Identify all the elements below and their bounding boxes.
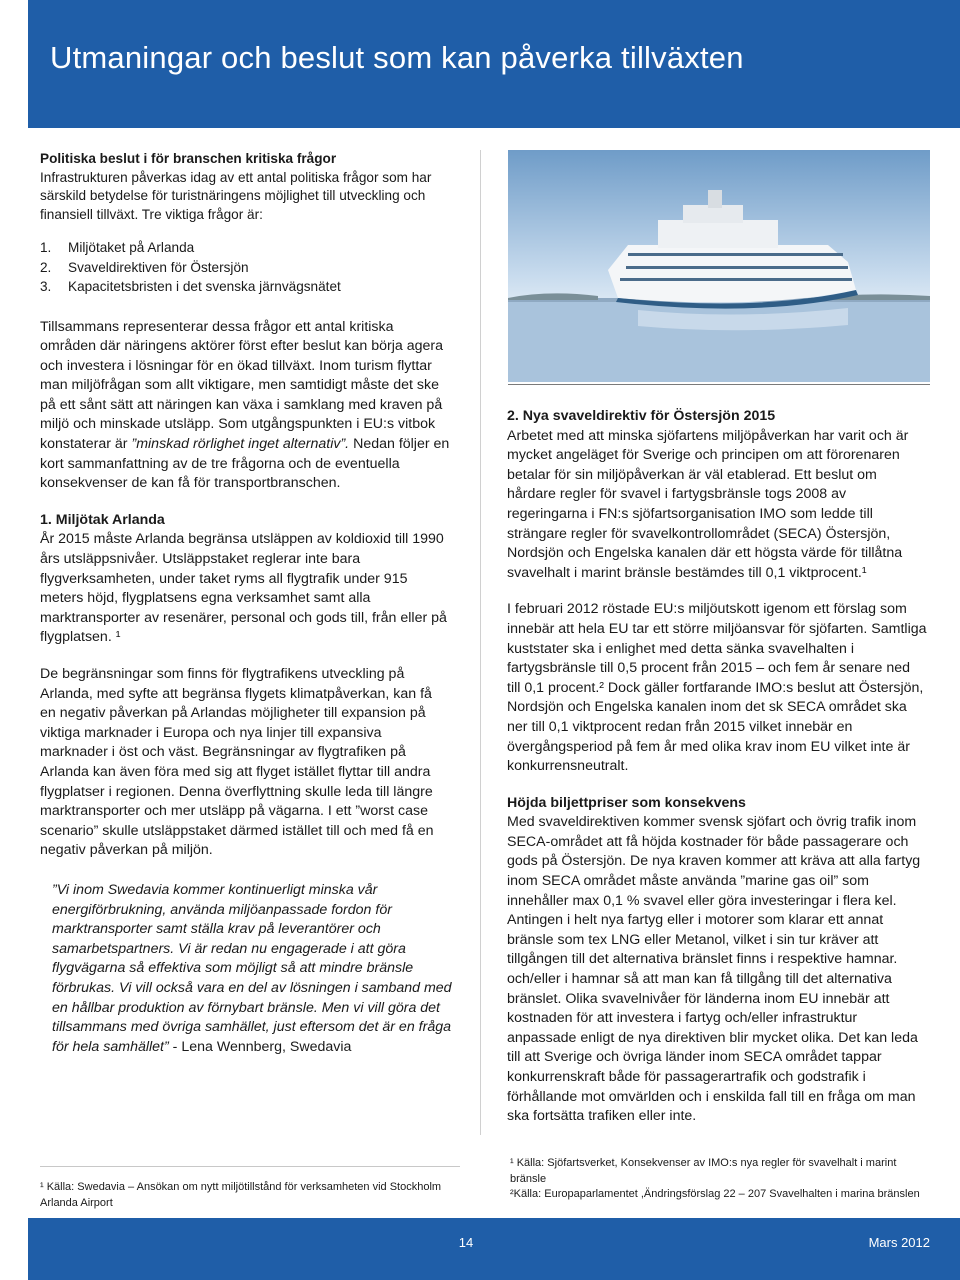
paragraph-sulphur: Arbetet med att minska sjöfartens miljöpåverkan har varit och är mycket angeläget för Sverige och principen om att förorenaren betalar för sin miljöpåverkan är väl etablerad. Ett beslut om hårdare regler för svavel i fartygsbränsle togs 2008 av regeringarna i FN:s sjöfartsorganisation IMO som ledde till strängare regler för svavelkontrollområdet (SECA) Östersjön, Nordsjön och Engelska kanalen där ett högsta värde för tillåtna svavelhalt i marint bränsle bestämdes till 0,1 viktprocent.¹ bbox=[507, 427, 909, 581]
quote-author: - Lena Wennberg, Swedavia bbox=[168, 1038, 352, 1055]
paragraph-eu-vote: I februari 2012 röstade EU:s miljöutskott igenom ett förslag som innebär att hela EU tar ett större miljöansvar för sjöfarten. Samtliga kuststater ska i enlighet med detta sänka svavelhalten i fartygsbränsle till 0,5 procent från 2015 – och fem år senare ned till 0,1 procent.² Dock gäller fortfarande IMO:s beslut att Östersjön, Nordsjön och Engelska kanalen inom det sk SECA området ska ner till 0,1 viktprocent redan från 2015 vilket innebär en övergångsperiod på fem år med olika krav inom EU vilket inte är konkurrensneutralt. bbox=[507, 601, 927, 775]
list-text: Miljötaket på Arlanda bbox=[68, 240, 195, 255]
key-issues-list bbox=[40, 238, 450, 297]
paragraph-limitations: De begränsningar som finns för flygtrafikens utveckling på Arlanda, med syfte att begränsa flygets klimatpåverkan, kan få en negativ påverkan på Arlandas möjligheter till expansion på viktiga marknader i Europa och nya linjer till expansiva marknader i öst och väst. Begränsningar av flygtrafiken på Arlanda kan även föra med sig att flyget istället flyttar till andra flygplatser i regionen. Denna överflyttning skulle leda till längre marktransporter och mer utsläpp på vägarna. I ett ”worst case scenario” skulle utsläppstaket därmed istället till och med få en negativ påverkan på miljön. bbox=[40, 666, 434, 859]
footnote-1: ¹ Källa: Sjöfartsverket, Konsekvenser av IMO:s nya regler för svavelhalt i marint bränsle bbox=[510, 1157, 897, 1185]
list-number: 3. bbox=[40, 279, 52, 294]
list-item bbox=[40, 277, 450, 297]
paragraph-arlanda: År 2015 måste Arlanda begränsa utsläppen av koldioxid till 1990 års utsläppsnivåer. Utsläppstaket reglerar inte bara flygverksamheten, under taket ryms all flygtrafik under 915 meters höjd, flygplatsens egna verksamhet samt alla marktransporter av resenärer, personal och gods till, från eller på flygplatsen. ¹ bbox=[40, 531, 447, 646]
footnote-rule bbox=[40, 1166, 460, 1167]
subheading-ticket-prices: Höjda biljettpriser som konsekvens bbox=[507, 794, 746, 811]
intro-heading: Politiska beslut i för branschen kritiska frågor bbox=[40, 151, 337, 166]
list-item bbox=[40, 238, 450, 258]
publication-date: Mars 2012 bbox=[868, 1235, 930, 1250]
list-text: Svaveldirektiven för Östersjön bbox=[68, 259, 249, 275]
right-column bbox=[507, 407, 927, 1127]
list-number: 2. bbox=[40, 259, 52, 275]
page-header bbox=[0, 0, 960, 128]
footnote-left: ¹ Källa: Swedavia – Ansökan om nytt miljötillstånd för verksamheten vid Stockholm Arlanda Airport bbox=[40, 1181, 442, 1209]
paragraph-text: Tillsammans representerar dessa frågor ett antal kritiska områden där näringens aktörer först efter beslut kan börja agera och investera i lösningar för en ökad tillväxt. Inom turism flyttar man miljöfrågan som allt viktigare, men samtidigt måste det ske på ett sånt sätt att näringen kan växa i samklang med kraven på miljö och minskade utsläpp. Som utgångspunkten i EU:s vitbok konstaterar är bbox=[40, 318, 443, 453]
photo-rule bbox=[508, 384, 930, 385]
paragraph-intro bbox=[40, 318, 450, 494]
section-heading-sulphur: 2. Nya svaveldirektiv för Östersjön 2015 bbox=[507, 408, 776, 424]
section-heading-arlanda: 1. Miljötak Arlanda bbox=[40, 511, 165, 528]
footnotes-right bbox=[510, 1156, 920, 1203]
footnote-2: ²Källa: Europaparlamentet ,Ändringsförslag 22 – 207 Svavelhalten i marina bränslen bbox=[510, 1188, 920, 1200]
paragraph-quote: ”minskad rörlighet inget alternativ”. bbox=[131, 436, 350, 453]
swedavia-quote bbox=[52, 881, 452, 1057]
list-text: Kapacitetsbristen i det svenska järnvägsnätet bbox=[68, 279, 341, 294]
list-number: 1. bbox=[40, 240, 52, 255]
page-title: Utmaningar och beslut som kan påverka tillväxten bbox=[50, 40, 744, 75]
column-divider bbox=[480, 150, 481, 1135]
left-column bbox=[40, 150, 450, 1057]
paragraph-text: Nedan följer en kort sammanfattning av de tre frågorna och de eventuella konsekvenser de kan få för transportbranschen. bbox=[40, 436, 450, 492]
quote-text: ”Vi inom Swedavia kommer kontinuerligt minska vår energiförbrukning, använda miljöanpassade fordon för marktransporter samt ställa krav på leverantörer och samarbetspartners. Vi är redan nu engagerade i att göra flygvägarna så effektiva som möjligt så att mindre bränsle förbrukas. Vi vill också vara en del av lösningen i samband med en hållbar produktion av förnybart bränsle. Men vi vill göra det tillsammans med övriga samhället, just eftersom det är en fråga för hela samhället” bbox=[52, 881, 452, 1055]
intro-text: Infrastrukturen påverkas idag av ett antal politiska frågor som har särskild betydelse för turistnäringens möjlighet till utveckling och finansiell tillväxt. Tre viktiga frågor är: bbox=[40, 169, 432, 222]
ferry-photo bbox=[508, 150, 930, 382]
list-item bbox=[40, 258, 450, 278]
page-number: 14 bbox=[458, 1235, 474, 1250]
paragraph-ticket-prices: Med svaveldirektiven kommer svensk sjöfart och övrig trafik inom SECA-området att få höjda kostnader för både passagerare och gods på Östersjön. De nya kraven kommer att kräva att alla fartyg inom SECA området måste använda ”marine gas oil” som innehåller max 0,1 % svavel eller göra investeringar i flera kel. Antingen i helt nya fartyg eller i motorer som klarar ett annat bränsle som tex LNG eller Metanol, vilket i sin tur kräver att tillgången till det alternativa bränslet finns i respektive hamnar. och/eller i hamnar så att man kan få tillgång till det alternativa bränslet. Olika svavelnivåer för länderna inom EU innebär att kostnaden för att investera i fartyg och/eller infrastruktur anpassade enligt de nya direktiven blir mycket olika. Det kan leda till att Sverige och övriga länder inom SECA området tappar konkurrenskraft både för passagerartrafik och godstrafik i förhållande mot omvärlden och i enskilda fall till en fråga om man ska fortsätta trafiken eller inte. bbox=[507, 814, 921, 1125]
